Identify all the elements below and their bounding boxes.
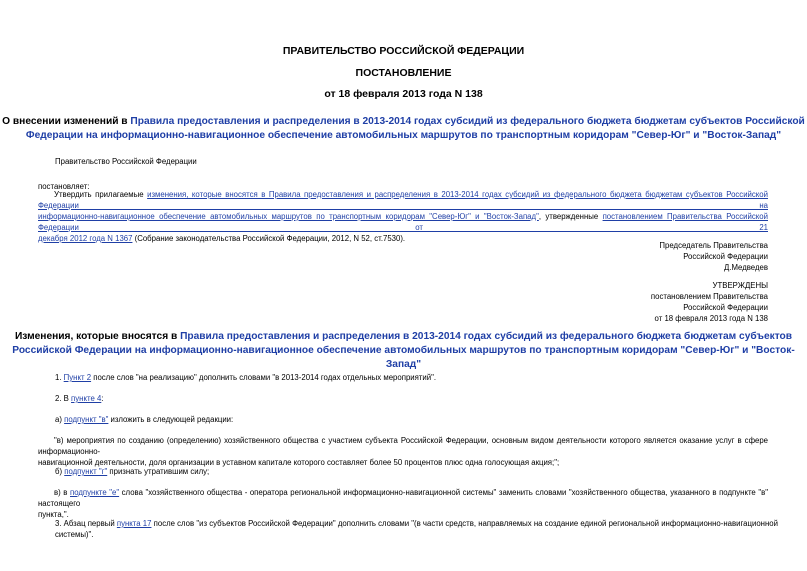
decree-title [0,115,807,143]
decree-1367-link[interactable]: постановлением Правительства Российской Федерации от 21 [38,212,768,232]
resolves: постановляет: [38,182,90,191]
decree-title-line1 [0,115,807,129]
item-2b-link[interactable]: подпункт "г" [64,467,108,476]
decree-1367-link-cont[interactable]: декабря 2012 года N 1367 [38,234,133,243]
item-1-link[interactable]: Пункт 2 [63,373,92,382]
resolution-line1: Утвердить прилагаемые изменения, которые вносятся в Правила предоставления и распределения в 2013-2014 годах субсидий из федерального бюджета бюджетам субъектов Российской Федерации на [38,190,769,210]
resolution-line3: декабря 2012 года N 1367 (Собрание законодательства Российской Федерации, 2012, N 52, ст.7530). [38,234,406,243]
item-2a: а) подпункт "в" изложить в следующей редакции: [55,415,234,424]
approved-block: УТВЕРЖДЕНЫ постановлением Правительства Российской Федерации от 18 февраля 2013 года N 138 [650,281,768,323]
rules-link-cont[interactable]: Федерации на информационно-навигационное обеспечение автомобильных маршрутов по транспортным коридорам "Север-Юг" и "Восток-Запад" [25,130,782,141]
item-1: 1. Пункт 2 после слов "на реализацию" дополнить словами "в 2013-2014 годах отдельных мероприятий". [55,373,437,382]
changes-title [0,330,807,372]
signature-block: Председатель Правительства Российской Федерации Д.Медведев [659,241,768,272]
government-heading: ПРАВИТЕЛЬСТВО РОССИЙСКОЙ ФЕДЕРАЦИИ [282,45,525,57]
changes-link-cont[interactable]: информационно-навигационное обеспечение автомобильных маршрутов по транспортным коридорам "Север-Юг" и "Восток-Запад" [38,212,539,221]
item-2b: б) подпункт "г" признать утратившим силу; [55,467,210,476]
item-2v-link[interactable]: подпункте "е" [70,488,120,497]
rules-link[interactable]: Правила предоставления и распределения в 2013-2014 годах субсидий из федерального бюджета бюджетам субъектов Российской [130,116,805,127]
resolution-line2: информационно-навигационное обеспечение автомобильных маршрутов по транспортным коридорам "Север-Юг" и "Восток-Запад", утвержденные постановлением Правительства Российской Федерации от 21 [38,212,768,232]
item-2v: в) в подпункте "е" слова "хозяйственного общества - оператора региональной информационно-навигационной системы" заменить словами "хозяйственного общества, указанного в подпункте "в" настоящего пункта,". [38,488,768,519]
item-2: 2. В пункте 4: [55,394,104,403]
changes-rules-link-cont[interactable]: Российской Федерации на информационно-навигационное обеспечение автомобильных маршрутов по транспортным коридорам "Север-Юг" и "Восток-Запад" [12,345,795,370]
title-prefix: О внесении изменений в [2,116,131,127]
decree-date: от 18 февраля 2013 года N 138 [324,88,483,100]
item-2a-quote: "в) мероприятия по созданию (определению) хозяйственного общества с участием субъекта Российской Федерации, основным видом деятельности которого является оказание услуг в сфере информационно- навигационной деятельности, доля организации в уставном капитале которого составляет более 50 процентов плюс одна голосующая акция;"; [38,436,768,467]
changes-link[interactable]: изменения, которые вносятся в Правила предоставления и распределения в 2013-2014 годах субсидий из федерального бюджета бюджетам субъектов Российской Федерации на [38,190,769,210]
changes-rules-link[interactable]: Правила предоставления и распределения в 2013-2014 годах субсидий из федерального бюджета бюджетам субъектов [180,331,793,342]
item-2-link[interactable]: пункте 4 [71,394,102,403]
item-3-link[interactable]: пункта 17 [116,519,152,528]
doc-type-heading: ПОСТАНОВЛЕНИЕ [355,67,452,79]
item-2a-link[interactable]: подпункт "в" [64,415,109,424]
changes-title-line1: Изменения, которые вносятся в Правила предоставления и распределения в 2013-2014 годах субсидий из федерального бюджета бюджетам субъектов [14,331,793,342]
resolution-paragraph [38,189,768,244]
item-3: 3. Абзац первый пункта 17 после слов "из субъектов Российской Федерации" дополнить словами "(в части средств, направляемых на создание единой региональной информационно-навигационной системы)". [55,519,778,539]
issuer: Правительство Российской Федерации [55,157,197,166]
